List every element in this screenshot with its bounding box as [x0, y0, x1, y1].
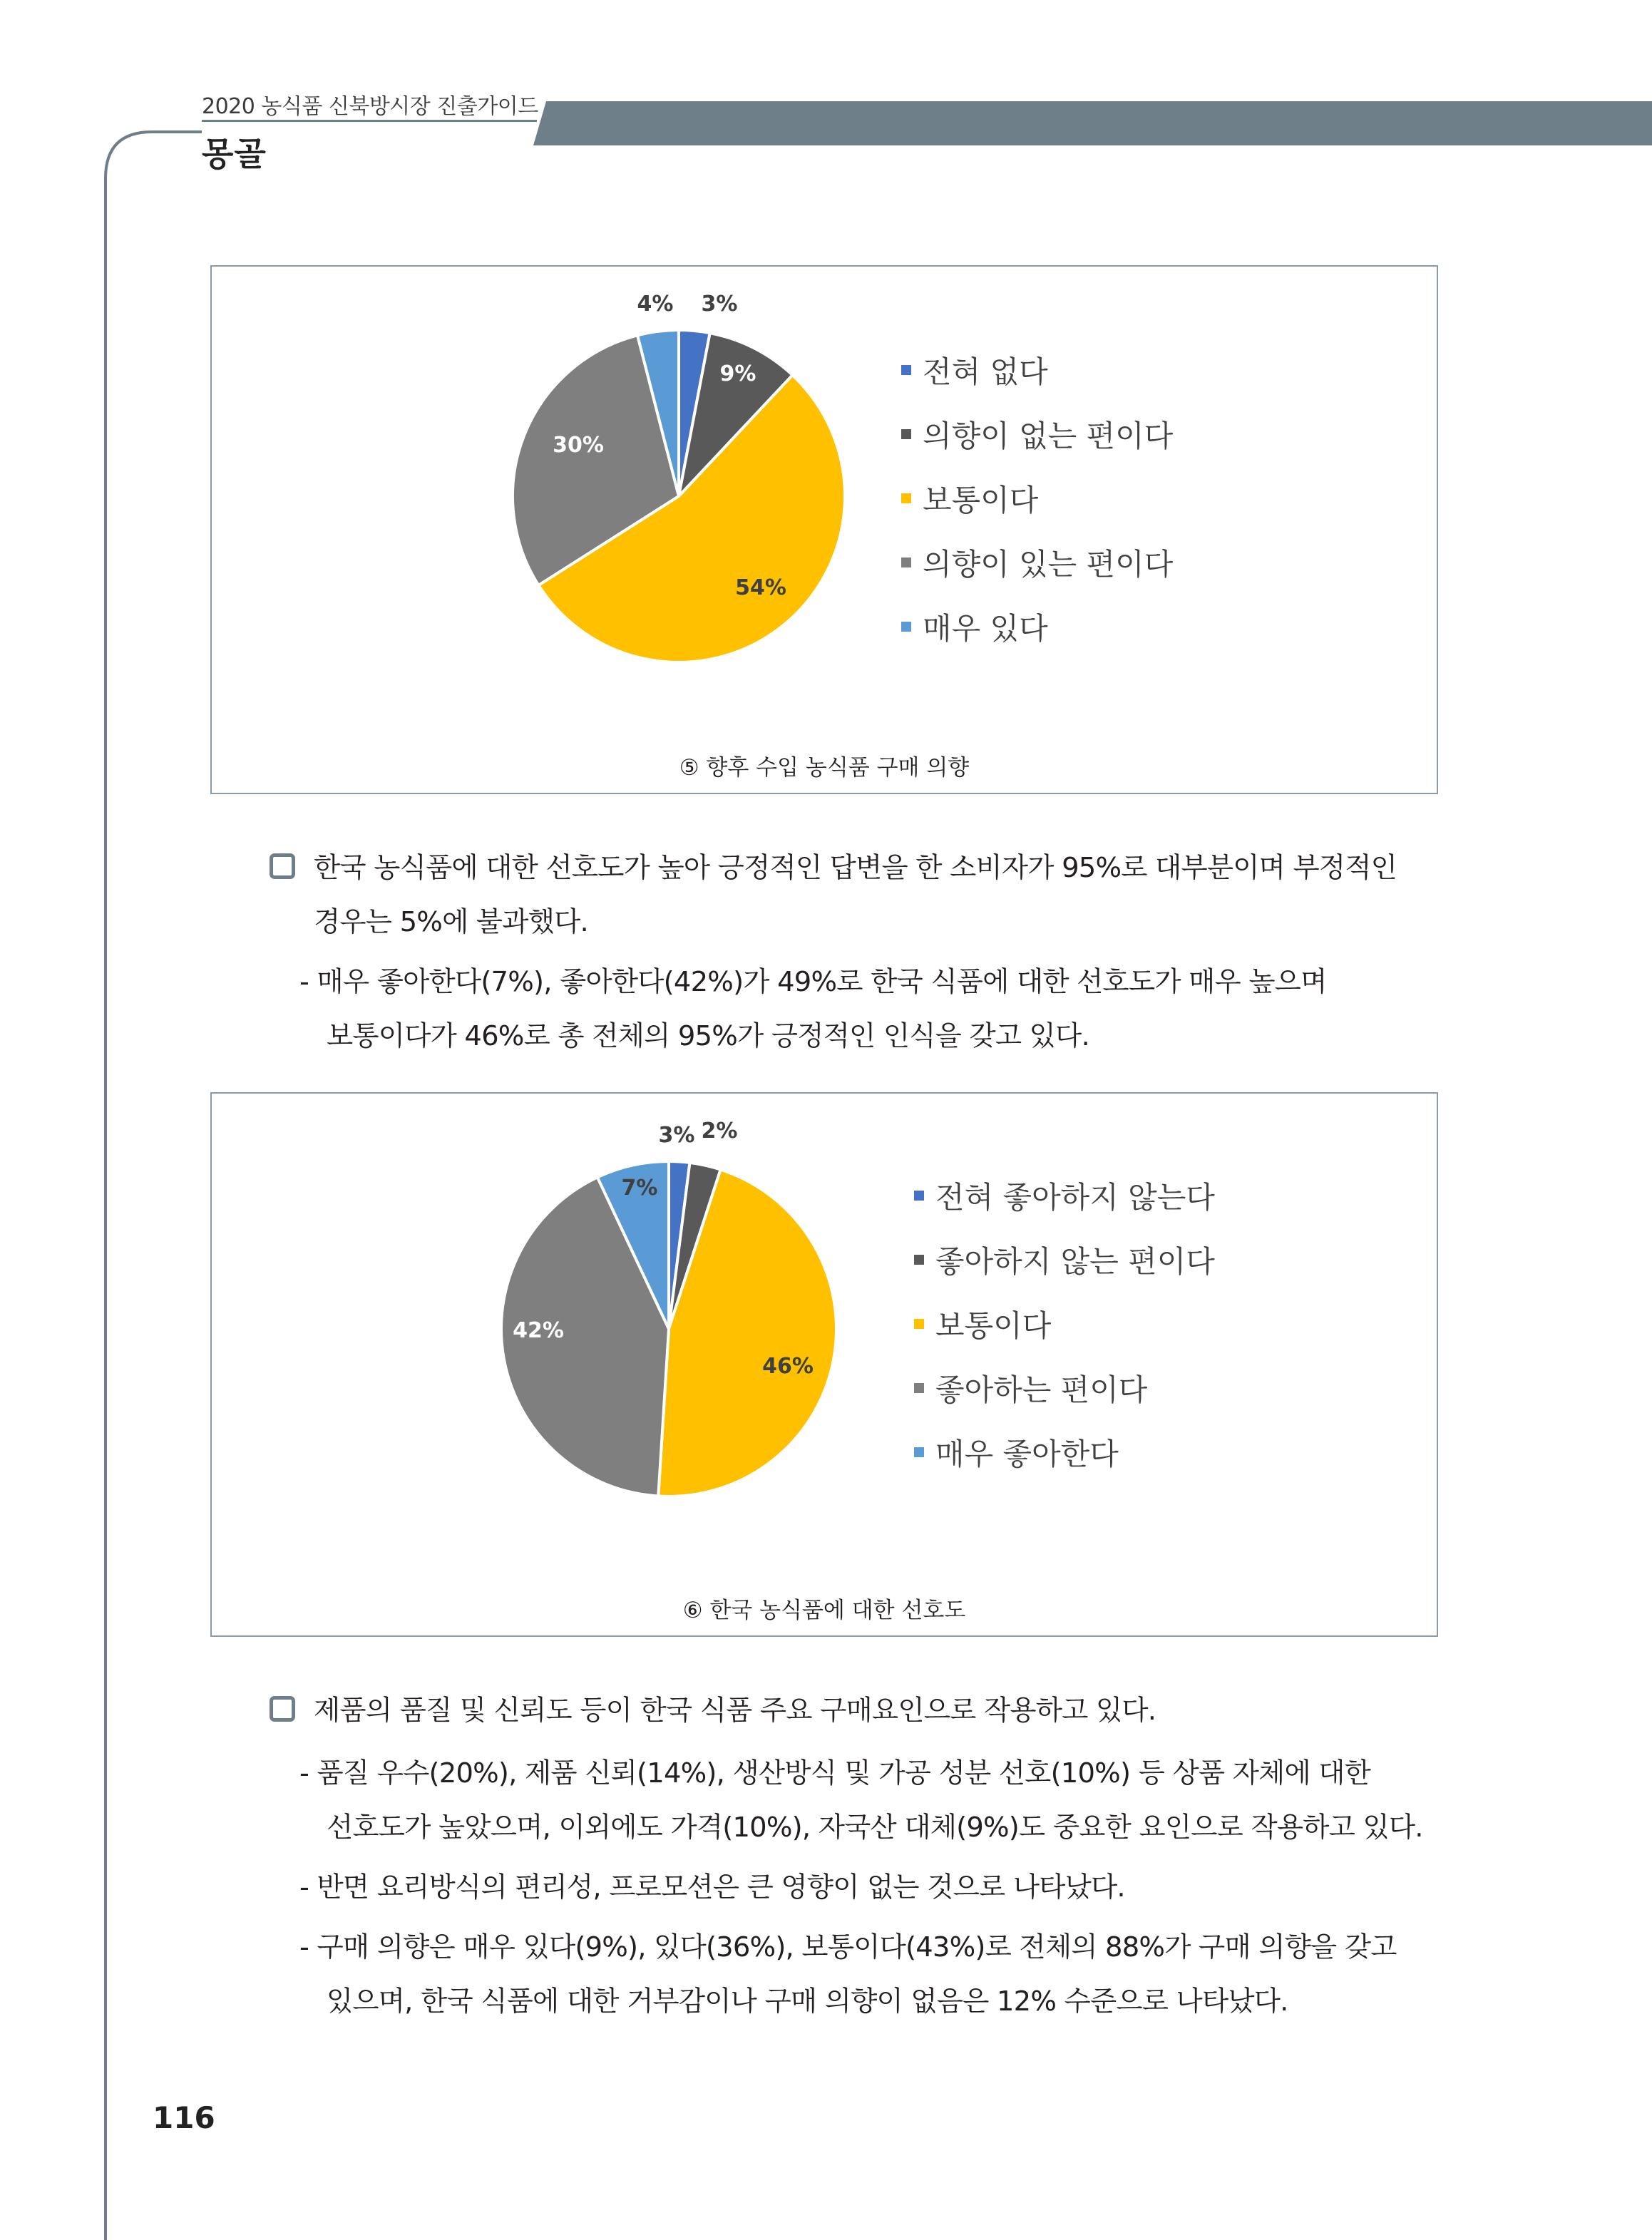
legend-label: 좋아하지 않는 편이다	[935, 1244, 1215, 1279]
pie-data-label: 3%	[658, 1123, 695, 1148]
chart2-caption: ⑥ 한국 농식품에 대한 선호도	[682, 1598, 966, 1623]
section1-bullet1-line1: - 매우 좋아한다(7%), 좋아한다(42%)가 49%로 한국 식품에 대한 선호도가 매우 높으며	[299, 966, 1327, 998]
pie-data-label: 46%	[762, 1354, 814, 1379]
legend-swatch	[914, 1447, 924, 1457]
legend-label: 보통이다	[923, 483, 1039, 518]
legend-item	[914, 1163, 1215, 1228]
legend-swatch	[914, 1319, 924, 1329]
legend-label: 보통이다	[935, 1308, 1052, 1343]
chart-korean-food-preference	[210, 1092, 1438, 1637]
legend-swatch	[901, 365, 911, 375]
section2-line1: 제품의 품질 및 신뢰도 등이 한국 식품 주요 구매요인으로 작용하고 있다.	[314, 1695, 1156, 1727]
legend-swatch	[901, 429, 911, 439]
pie-data-label: 2%	[701, 1119, 738, 1144]
pie-chart-1	[212, 267, 1437, 793]
legend-item	[914, 1292, 1215, 1356]
legend-item	[914, 1356, 1215, 1420]
pie-data-label: 54%	[735, 575, 786, 600]
section2-bullet1-line2: 선호도가 높았으며, 이외에도 가격(10%), 자국산 대체(9%)도 중요한 요인으로 작용하고 있다.	[327, 1812, 1423, 1844]
legend-item	[914, 1420, 1215, 1484]
section2-bullet1-line1: - 품질 우수(20%), 제품 신뢰(14%), 생산방식 및 가공 성분 선호(10%) 등 상품 자체에 대한	[299, 1757, 1371, 1789]
section1-line1: 한국 농식품에 대한 선호도가 높아 긍정적인 답변을 한 소비자가 95%로 대부분이며 부정적인	[314, 852, 1397, 884]
legend-swatch	[914, 1255, 924, 1265]
legend-swatch	[914, 1383, 924, 1393]
chart1-legend	[901, 338, 1173, 659]
header-underline	[202, 120, 537, 122]
legend-item	[901, 595, 1173, 659]
section1-bullet1-line2: 보통이다가 46%로 총 전체의 95%가 긍정적인 인식을 갖고 있다.	[327, 1020, 1089, 1052]
legend-swatch	[901, 493, 911, 503]
legend-item	[901, 466, 1173, 530]
pie-data-label: 9%	[719, 361, 756, 386]
checkbox-bullet-icon	[270, 1696, 295, 1722]
legend-label: 의향이 있는 편이다	[923, 547, 1174, 582]
pie-data-label: 4%	[637, 292, 674, 317]
chart2-legend	[914, 1163, 1215, 1484]
page-number: 116	[153, 2100, 215, 2135]
legend-swatch	[914, 1191, 924, 1201]
pie-data-label: 30%	[553, 433, 604, 458]
legend-swatch	[901, 558, 911, 567]
section2-bullet3-line2: 있으며, 한국 식품에 대한 거부감이나 구매 의향이 없음은 12% 수준으로 나타났다.	[327, 1985, 1288, 2018]
checkbox-bullet-icon	[270, 853, 295, 879]
chart-purchase-intention	[210, 265, 1438, 794]
legend-item	[901, 530, 1173, 595]
legend-label: 좋아하는 편이다	[935, 1372, 1148, 1407]
header-bar	[533, 101, 1652, 145]
section1-line2: 경우는 5%에 불과했다.	[314, 906, 588, 938]
chart1-caption: ⑤ 향후 수입 농식품 구매 의향	[679, 755, 970, 781]
legend-item	[914, 1228, 1215, 1292]
guide-subtitle: 2020 농식품 신북방시장 진출가이드	[202, 94, 538, 119]
legend-swatch	[901, 622, 911, 632]
legend-label: 전혀 좋아하지 않는다	[935, 1180, 1215, 1215]
legend-item	[901, 402, 1173, 466]
country-title: 몽골	[202, 135, 267, 173]
legend-label: 매우 있다	[923, 611, 1048, 646]
section2-bullet3-line1: - 구매 의향은 매우 있다(9%), 있다(36%), 보통이다(43%)로 전체의 88%가 구매 의향을 갖고	[299, 1931, 1397, 1963]
legend-label: 매우 좋아한다	[935, 1437, 1119, 1471]
pie-data-label: 3%	[701, 292, 738, 317]
legend-label: 의향이 없는 편이다	[923, 418, 1174, 453]
pie-data-label: 42%	[513, 1318, 564, 1343]
legend-label: 전혀 없다	[923, 354, 1048, 389]
section2-bullet2-line1: - 반면 요리방식의 편리성, 프로모션은 큰 영향이 없는 것으로 나타났다.	[299, 1871, 1125, 1904]
pie-chart-2	[212, 1094, 1437, 1635]
legend-item	[901, 338, 1173, 402]
pie-data-label: 7%	[621, 1176, 658, 1201]
